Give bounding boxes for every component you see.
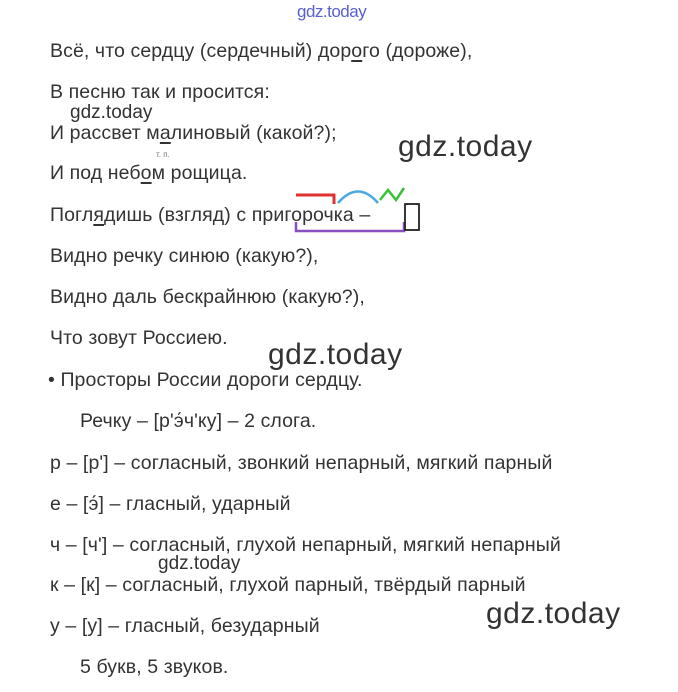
ending-letter: а: [342, 204, 354, 226]
watermark: gdz.today: [268, 338, 403, 371]
text: м рощица.: [151, 162, 248, 184]
watermark: gdz.today: [70, 102, 153, 123]
analysis-row: ч – [ч'] – согласный, глухой непарный, мягкий непарный: [50, 534, 561, 556]
watermark-top: gdz.today: [297, 2, 367, 21]
analysis-row: к – [к] – согласный, глухой парный, твёрдый парный: [50, 574, 526, 596]
bullet-sentence: • Просторы России дороги сердцу.: [48, 369, 363, 391]
poem-line-7: Видно даль бескрайнюю (какую?),: [50, 286, 365, 308]
poem-line-2: В песню так и просится:: [50, 81, 270, 103]
analysis-header: Речку – [р'э́ч'ку] – 2 слога.: [80, 410, 317, 432]
text: И под неб: [50, 162, 141, 184]
root-arc: [338, 192, 378, 204]
prefix-mark: [296, 195, 334, 204]
underlined-letter: д: [161, 40, 174, 62]
text: И рассвет м: [50, 122, 160, 144]
text: линовый (какой?);: [170, 122, 337, 144]
underlined-letter: я: [93, 204, 104, 226]
analysis-row: е – [э́] – гласный, ударный: [50, 493, 291, 515]
text: цу (сердечный) дор: [173, 40, 352, 62]
text: –: [353, 204, 371, 226]
analysis-row: р – [р'] – согласный, звонкий непарный, мягкий парный: [50, 452, 553, 474]
text: го (дороже),: [362, 40, 473, 62]
underlined-letter: о: [140, 162, 152, 184]
underlined-letter: а: [159, 122, 171, 144]
poem-line-8: Что зовут Россиею.: [50, 327, 228, 349]
watermark: gdz.today: [158, 553, 241, 574]
base-mark: [296, 222, 404, 231]
watermark: gdz.today: [398, 130, 533, 163]
analysis-row: у – [у] – гласный, безударный: [50, 615, 320, 637]
text: дишь (взгляд) с: [104, 204, 252, 226]
parsed-word: пригорочк: [251, 204, 343, 226]
suffix-mark: [380, 188, 404, 200]
analysis-footer: 5 букв, 5 звуков.: [80, 656, 229, 678]
watermark: gdz.today: [486, 597, 621, 630]
case-mark: т. п.: [156, 150, 170, 159]
text: Погл: [50, 204, 94, 226]
poem-line-6: Видно речку синюю (какую?),: [50, 245, 319, 267]
underlined-letter: о: [351, 40, 363, 62]
ending-box: [405, 204, 419, 230]
text: Всё, что сер: [50, 40, 162, 62]
